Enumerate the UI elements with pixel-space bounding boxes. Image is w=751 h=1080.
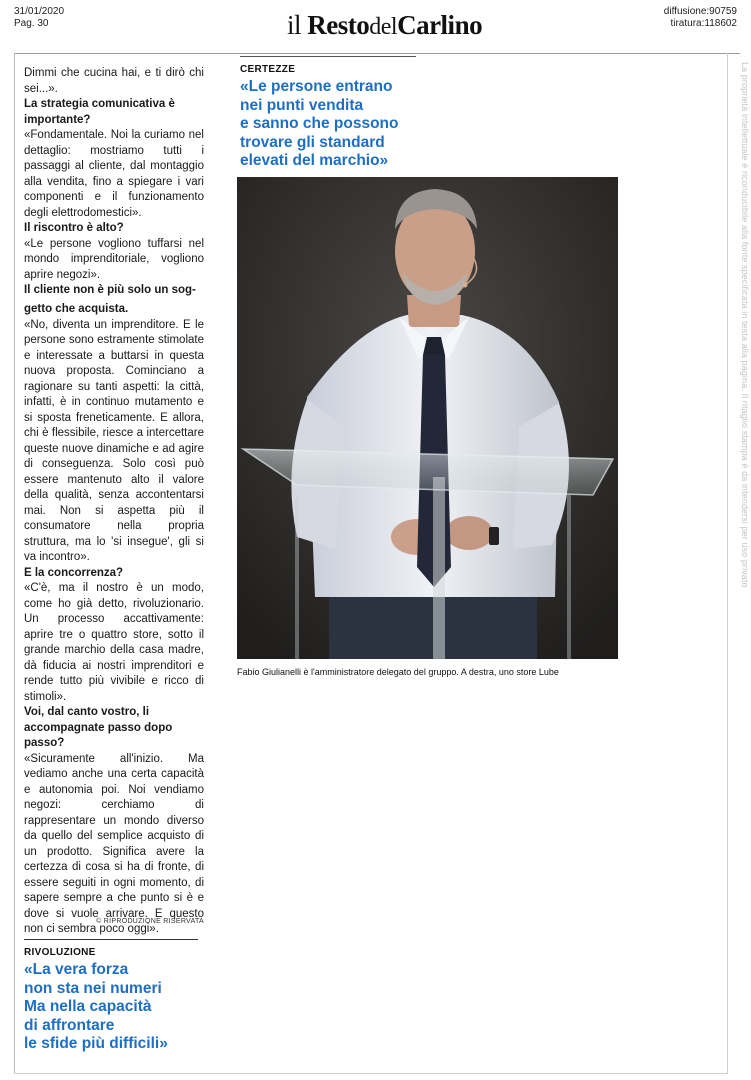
diffusione-count: diffusione:90759 [663, 6, 737, 17]
masthead-part-carlino: Carlino [397, 10, 483, 40]
pullquote-line: le sfide più difficili» [24, 1035, 168, 1052]
pullquote-bottom-rule [24, 939, 198, 940]
interview-answer: «Sicuramente all'inizio. Ma vediamo anche una certa capacità e autonomia poi. Noi vendiamo negozi: cerchiamo di rappresentare un mondo diverso da quello del semplice acquisto di un prodotto. Significa avere la certezza di cosa si ha di fronte, di essere seguiti in ogni momento, di sapere sempre a che punto si è e dove si vuole arrivare. E questo non ci sembra poco oggi». [24, 752, 204, 935]
pullquote-top-rule [240, 56, 416, 57]
clipping-frame-top [14, 53, 740, 54]
pullquote-top-kicker: CERTEZZE [240, 64, 296, 75]
interview-answer: Dimmi che cucina hai, e ti dirò chi sei...». [24, 67, 204, 95]
article-column-part-2 [24, 302, 204, 938]
pullquote-line: di affrontare [24, 1016, 115, 1034]
pullquote-line: «Le persone entrano [240, 78, 393, 95]
pullquote-line: nei punti vendita [240, 96, 364, 114]
interview-answer: «Le persone vogliono tuffarsi nel mondo imprenditoriale, vogliono aprire negozi». [24, 237, 204, 281]
interview-question: Voi, dal canto vostro, li accompagnate passo dopo passo? [24, 706, 173, 749]
interview-answer: «No, diventa un imprenditore. E le persone sono estramente stimolate e interessate a buttarsi in questa nuova proposta. Cominciano a ragionare su tanti aspetti: la città, infatti, è in continuo mutamento e si sposta freneticamente. E allora, chi è flessibile, riesce a intercettare queste nuove dinamiche e ad agire di conseguenza. Solo così può essere mantenuto alto il valore della qualità, senza accontentarsi mai. Non si aspetta più il consumatore nella propria struttura, ma lo 'si insegue', gli si va incontro». [24, 318, 204, 563]
pullquote-top [240, 78, 440, 171]
copyright-side-note: La proprietà intellettuale è riconducibile alla fonte specificata in testa alla pagina. Il ritaglio stampa è da intendersi per uso privato [740, 62, 750, 588]
masthead-part-del: del [369, 14, 398, 40]
pullquote-bottom-kicker: RIVOLUZIONE [24, 947, 96, 958]
portrait-photo [237, 177, 618, 659]
pullquote-line: «La vera forza [24, 961, 129, 978]
masthead-part-il: il [287, 10, 308, 40]
header-right [664, 6, 737, 30]
page-number: Pag. 30 [14, 18, 49, 29]
tiratura-count: tiratura:118602 [670, 18, 737, 29]
newspaper-masthead [287, 10, 482, 41]
copyright-notice: © RIPRODUZIONE RISERVATA [96, 918, 204, 925]
interview-question: La strategia comunicativa è importante? [24, 98, 175, 126]
pullquote-bottom [24, 961, 224, 1054]
clipping-frame-bottom [14, 1073, 728, 1074]
clipping-frame-right [727, 53, 728, 1073]
pullquote-line: non sta nei numeri [24, 979, 162, 997]
pullquote-line: e sanno che possono [240, 115, 399, 132]
interview-question: getto che acquista. [24, 303, 129, 315]
pullquote-line: trovare gli standard [240, 133, 385, 151]
photo-caption: Fabio Giulianelli è l'amministratore delegato del gruppo. A destra, uno store Lube [237, 667, 559, 677]
masthead-part-resto: Resto [307, 10, 370, 40]
header-left [14, 6, 64, 30]
interview-answer: «Fondamentale. Noi la curiamo nel dettaglio: mostriamo tutti i passaggi al cliente, dal montaggio alla vendita, fino a spiegare i vari componenti e il funzionamento degli elettrodomestici». [24, 129, 204, 219]
issue-date: 31/01/2020 [14, 6, 65, 17]
interview-answer: «C'è, ma il nostro è un modo, come ho già detto, rivoluzionario. Un processo accattivamente: aprire tre o quattro store, sotto il grande marchio della casa madre, dà fiducia ai nostri imprenditori e rende tutto più vivibile e ricco di stimoli». [24, 582, 204, 703]
speaker-at-lectern-image [237, 177, 618, 659]
pullquote-line: Ma nella capacità [24, 998, 152, 1015]
pullquote-line: elevati del marchio» [240, 152, 389, 169]
interview-question: Il riscontro è alto? [24, 222, 124, 234]
article-column-part-1 [24, 66, 204, 299]
interview-question: Il cliente non è più solo un sog- [24, 284, 196, 296]
interview-question: E la concorrenza? [24, 566, 124, 579]
clipping-frame-left [14, 53, 15, 1073]
